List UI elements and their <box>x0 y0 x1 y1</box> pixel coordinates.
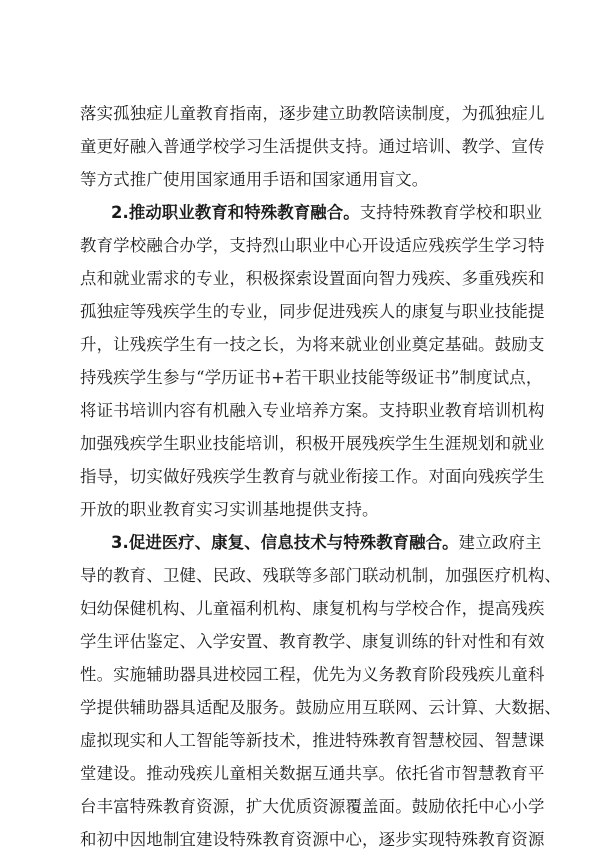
paragraph-line: 持残疾学生参与“学历证书+若干职业技能等级证书”制度试点， <box>80 368 543 387</box>
paragraph-line: 妇幼保健机构、儿童福利机构、康复机构与学校合作，提高残疾 <box>80 599 545 618</box>
paragraph-line: 升，让残疾学生有一技之长，为将来就业创业奠定基础。鼓励支 <box>80 335 545 354</box>
paragraph-line: 教育学校融合办学，支持烈山职业中心开设适应残疾学生学习特 <box>80 236 545 255</box>
paragraph-line: 导的教育、卫健、民政、残联等多部门联动机制，加强医疗机构、 <box>80 566 562 585</box>
paragraph-line: 加强残疾学生职业技能培训，积极开展残疾学生生涯规划和就业 <box>80 434 545 453</box>
paragraph-line: 等方式推广使用国家通用手语和国家通用盲文。 <box>80 170 429 189</box>
paragraph-line: 童更好融入普通学校学习生活提供支持。通过培训、教学、宣传 <box>80 137 545 156</box>
section-3-first-line-text: 建立政府主 <box>458 533 542 552</box>
paragraph-line: 开放的职业教育实习实训基地提供支持。 <box>80 500 379 519</box>
paragraph-line: 点和就业需求的专业，积极探索设置面向智力残疾、多重残疾和 <box>80 269 545 288</box>
paragraph-line: 性。实施辅助器具进校园工程，优先为义务教育阶段残疾儿童科 <box>80 665 545 684</box>
paragraph-line: 指导，切实做好残疾学生教育与就业衔接工作。对面向残疾学生 <box>80 467 545 486</box>
paragraph-line: 和初中因地制宜建设特殊教育资源中心，逐步实现特殊教育资源 <box>80 830 545 849</box>
section-3-first-line <box>111 533 542 553</box>
paragraph-line: 将证书培训内容有机融入专业培养方案。支持职业教育培训机构 <box>80 401 545 420</box>
section-2-heading: 2.推动职业教育和特殊教育融合。 <box>111 203 360 222</box>
paragraph-line: 落实孤独症儿童教育指南，逐步建立助教陪读制度，为孤独症儿 <box>80 104 545 123</box>
paragraph-line: 孤独症等残疾学生的专业，同步促进残疾人的康复与职业技能提 <box>80 302 545 321</box>
paragraph-line: 虚拟现实和人工智能等新技术，推进特殊教育智慧校园、智慧课 <box>80 731 545 750</box>
paragraph-line: 台丰富特殊教育资源，扩大优质资源覆盖面。鼓励依托中心小学 <box>80 797 545 816</box>
paragraph-line: 堂建设。推动残疾儿童相关数据互通共享。依托省市智慧教育平 <box>80 764 545 783</box>
section-3-heading: 3.促进医疗、康复、信息技术与特殊教育融合。 <box>111 533 459 552</box>
paragraph-line: 学生评估鉴定、入学安置、教育教学、康复训练的针对性和有效 <box>80 632 545 651</box>
section-2-first-line <box>111 203 543 223</box>
section-2-first-line-text: 支持特殊教育学校和职业 <box>359 203 543 222</box>
paragraph-line: 学提供辅助器具适配及服务。鼓励应用互联网、云计算、大数据、 <box>80 698 562 717</box>
